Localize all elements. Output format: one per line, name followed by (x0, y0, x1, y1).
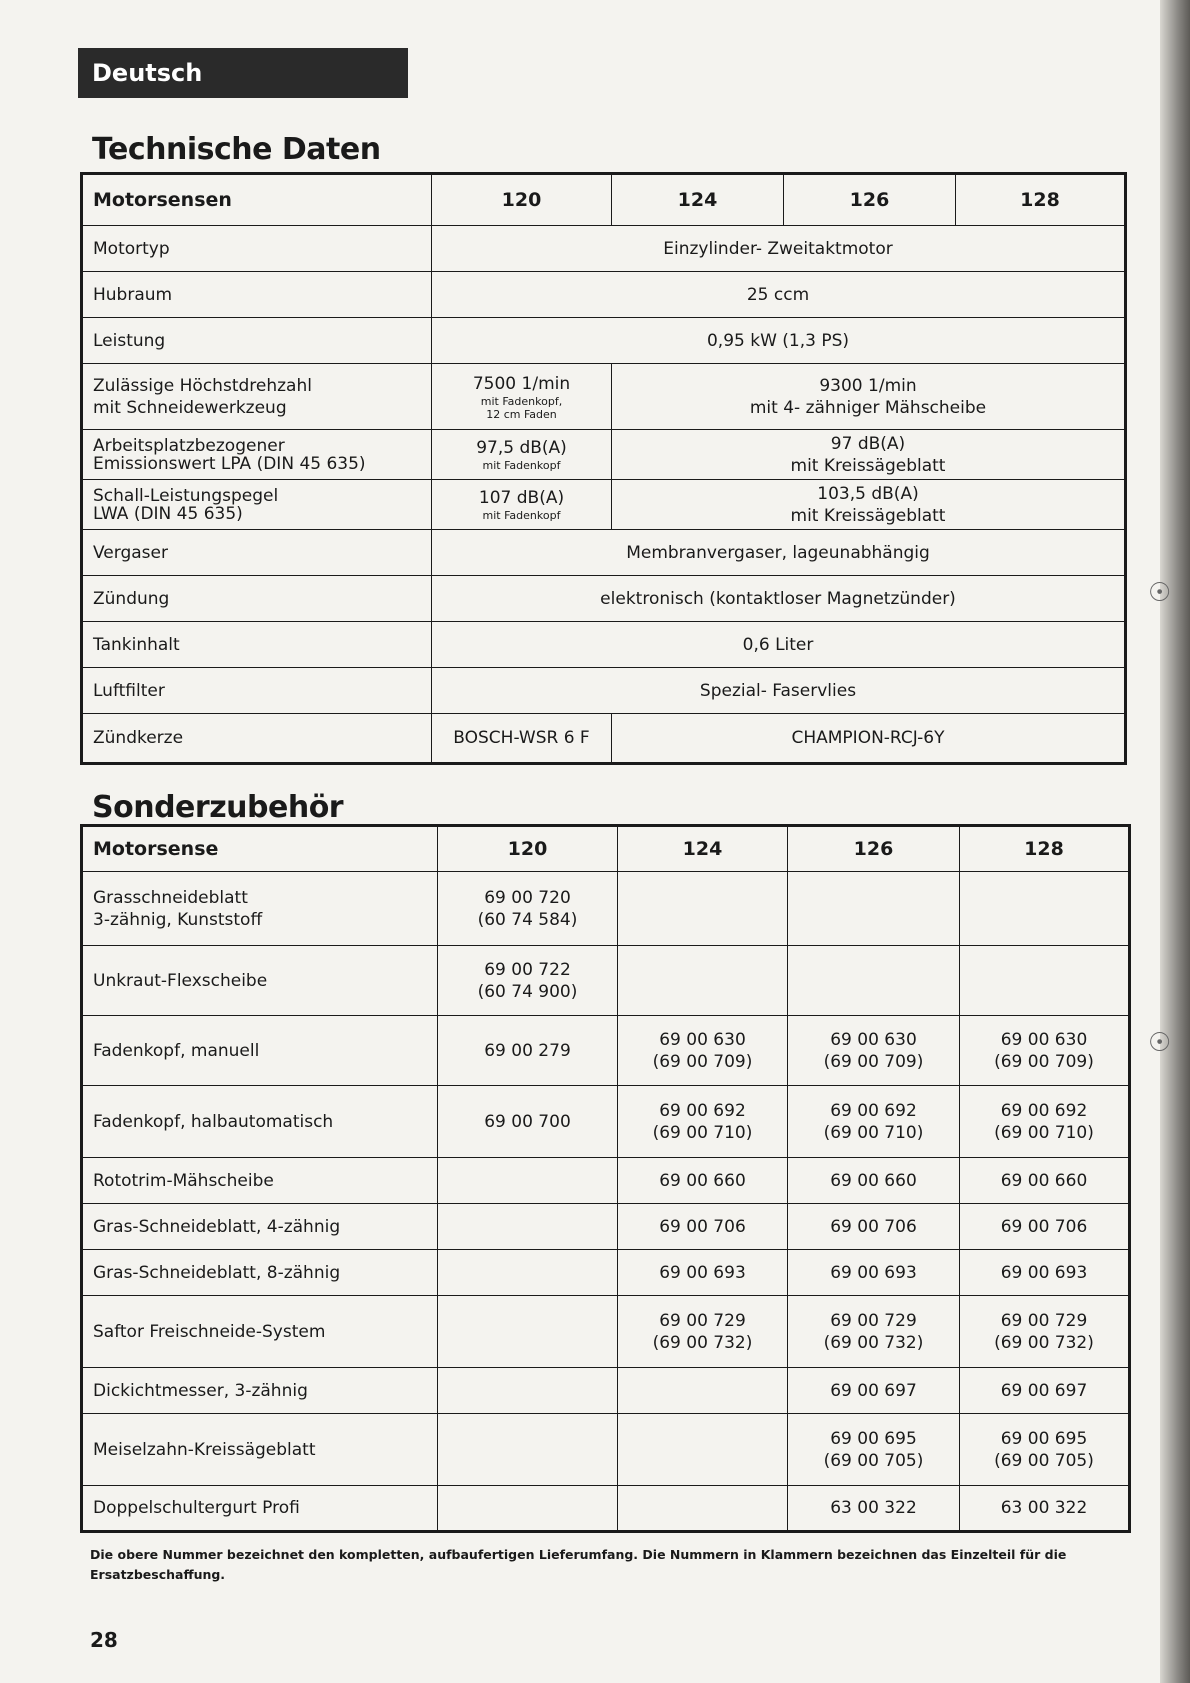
row-label (82, 1486, 438, 1532)
part-number: 69 00 722 (484, 959, 571, 980)
column-header-label: Motorsense (82, 826, 438, 872)
row-value: 25 ccm (432, 272, 1126, 318)
part-number-single: (60 74 900) (477, 981, 578, 1002)
row-label-line: Fadenkopf, halbautomatisch (93, 1111, 334, 1132)
row-label: Tankinhalt (82, 622, 432, 668)
column-header-model: 120 (438, 826, 618, 872)
part-number-cell (438, 1204, 618, 1250)
table-row (82, 1158, 1130, 1204)
part-number-single: (69 00 732) (823, 1332, 924, 1353)
part-number-cell (788, 1016, 960, 1086)
part-number: 69 00 729 (830, 1310, 917, 1331)
row-label (82, 1250, 438, 1296)
part-number-cell (438, 1016, 618, 1086)
part-number-single: (69 00 709) (652, 1051, 753, 1072)
row-value (432, 480, 612, 530)
row-label (82, 872, 438, 946)
part-number-cell (788, 1204, 960, 1250)
part-number: 69 00 706 (659, 1216, 746, 1237)
column-header-model: 128 (956, 174, 1126, 226)
row-label: Zündung (82, 576, 432, 622)
part-number-cell (788, 1296, 960, 1368)
column-header-model: 128 (960, 826, 1130, 872)
row-label-line: mit Schneidewerkzeug (93, 397, 287, 418)
row-label: Leistung (82, 318, 432, 364)
table-row (82, 364, 1126, 430)
row-label-line: Emissionswert LPA (DIN 45 635) (93, 453, 366, 474)
value-note: mit 4- zähniger Mähscheibe (749, 397, 987, 418)
table-row (82, 530, 1126, 576)
row-label (82, 1368, 438, 1414)
value-text: 103,5 dB(A) (817, 483, 919, 504)
value-text: 107 dB(A) (478, 488, 565, 508)
table-row (82, 1414, 1130, 1486)
part-number-cell (438, 1414, 618, 1486)
part-number: 69 00 693 (830, 1262, 917, 1283)
part-number: 69 00 692 (1000, 1100, 1088, 1121)
part-number: 69 00 706 (830, 1216, 917, 1237)
language-banner: Deutsch (78, 48, 408, 98)
binder-hole-icon: ☉ (1148, 578, 1172, 608)
part-number-cell (788, 1158, 960, 1204)
table-row (82, 1086, 1130, 1158)
table-row (82, 946, 1130, 1016)
table-row (82, 872, 1130, 946)
row-label-line: LWA (DIN 45 635) (93, 503, 243, 524)
row-label (82, 364, 432, 430)
part-number-cell (618, 946, 788, 1016)
part-number-cell (960, 1158, 1130, 1204)
table-row (82, 1368, 1130, 1414)
part-number-cell (788, 1368, 960, 1414)
row-value: CHAMPION-RCJ-6Y (612, 714, 1126, 764)
row-label-line: 3-zähnig, Kunststoff (93, 909, 263, 930)
part-number: 63 00 322 (1000, 1498, 1088, 1518)
row-value (612, 430, 1126, 480)
value-note: 12 cm Faden (486, 407, 557, 421)
row-value (432, 430, 612, 480)
value-note: mit Kreissägeblatt (790, 505, 946, 526)
part-number: 69 00 695 (830, 1428, 917, 1449)
column-header-label: Motorsensen (82, 174, 432, 226)
row-label (82, 1414, 438, 1486)
value-text: 97,5 dB(A) (476, 438, 567, 458)
part-number-cell (618, 1368, 788, 1414)
table-row (82, 1016, 1130, 1086)
part-number: 69 00 697 (830, 1380, 917, 1401)
row-label-line: Meiselzahn-Kreissägeblatt (93, 1439, 316, 1460)
accessories-table (80, 824, 1131, 1533)
part-number-cell (960, 1368, 1130, 1414)
table-row (82, 272, 1126, 318)
row-label (82, 946, 438, 1016)
part-number-cell (618, 1414, 788, 1486)
table-row (82, 1204, 1130, 1250)
row-label-line: Schall-Leistungspegel (93, 485, 279, 506)
part-number: 69 00 729 (659, 1310, 746, 1331)
column-header-model: 124 (618, 826, 788, 872)
value-note: mit Fadenkopf, (480, 394, 563, 408)
row-label-line: Fadenkopf, manuell (93, 1040, 260, 1061)
part-number-single: (60 74 584) (477, 909, 578, 930)
binder-hole-icon: ☉ (1148, 1028, 1172, 1058)
part-number: 69 00 660 (1000, 1170, 1088, 1191)
table-row (82, 1296, 1130, 1368)
part-number-cell (618, 1486, 788, 1532)
part-number-cell (788, 1486, 960, 1532)
row-value: elektronisch (kontaktloser Magnetzünder) (432, 576, 1126, 622)
column-header-model: 126 (788, 826, 960, 872)
row-value: Einzylinder- Zweitaktmotor (432, 226, 1126, 272)
table-row (82, 668, 1126, 714)
part-number-single: (69 00 705) (994, 1450, 1094, 1471)
row-value: Membranvergaser, lageunabhängig (432, 530, 1126, 576)
part-number-cell (618, 1016, 788, 1086)
part-number: 69 00 660 (830, 1170, 917, 1191)
part-number-cell (618, 872, 788, 946)
part-number: 69 00 706 (1000, 1216, 1088, 1237)
table-row (82, 1486, 1130, 1532)
part-number-cell (618, 1204, 788, 1250)
part-number-cell (438, 872, 618, 946)
table-row (82, 1250, 1130, 1296)
part-number-cell (618, 1086, 788, 1158)
row-label (82, 1204, 438, 1250)
part-number: 63 00 322 (830, 1498, 917, 1518)
table-row (82, 622, 1126, 668)
part-number-cell (960, 1414, 1130, 1486)
part-number: 69 00 630 (659, 1029, 746, 1050)
row-label-line: Zulässige Höchstdrehzahl (93, 375, 312, 396)
row-label (82, 1016, 438, 1086)
part-number: 69 00 630 (1000, 1029, 1088, 1050)
table-row (82, 318, 1126, 364)
row-label-line: Unkraut-Flexscheibe (93, 970, 268, 991)
footnote: Die obere Nummer bezeichnet den kompletten, aufbaufertigen Lieferumfang. Die Nummern in Klammern bezeichnen das Einzelteil für die Ersatzbeschaffung. (90, 1547, 1067, 1582)
part-number-cell (438, 1158, 618, 1204)
part-number: 69 00 660 (659, 1170, 746, 1191)
part-number: 69 00 720 (484, 887, 571, 908)
part-number-cell (960, 1086, 1130, 1158)
part-number-cell (618, 1296, 788, 1368)
part-number-cell (960, 1016, 1130, 1086)
value-text: 97 dB(A) (830, 433, 906, 454)
row-value: Spezial- Faservlies (432, 668, 1126, 714)
part-number: 69 00 630 (830, 1029, 917, 1050)
accessories-title: Sonderzubehör (92, 790, 344, 825)
row-value: 0,95 kW (1,3 PS) (432, 318, 1126, 364)
table-row (82, 226, 1126, 272)
part-number-cell (960, 946, 1130, 1016)
row-value (612, 364, 1126, 430)
table-header-row (82, 174, 1126, 226)
row-value: BOSCH-WSR 6 F (432, 714, 612, 764)
part-number: 69 00 279 (484, 1040, 571, 1061)
part-number-cell (960, 872, 1130, 946)
part-number-single: (69 00 709) (994, 1051, 1094, 1072)
row-label: Motortyp (82, 226, 432, 272)
part-number-cell (788, 946, 960, 1016)
row-label-line: Dickichtmesser, 3-zähnig (93, 1380, 308, 1401)
part-number-cell (788, 1250, 960, 1296)
value-text: 7500 1/min (472, 373, 571, 394)
table-row (82, 576, 1126, 622)
part-number: 69 00 700 (484, 1111, 571, 1132)
part-number: 69 00 692 (659, 1100, 746, 1121)
value-text: 9300 1/min (819, 375, 917, 396)
row-label (82, 1296, 438, 1368)
column-header-model: 126 (784, 174, 956, 226)
row-label: Vergaser (82, 530, 432, 576)
table-row (82, 430, 1126, 480)
part-number: 69 00 693 (1000, 1262, 1088, 1283)
row-label-line: Rototrim-Mähscheibe (93, 1170, 274, 1191)
table-row (82, 480, 1126, 530)
part-number-single: (69 00 710) (823, 1122, 924, 1143)
row-label-line: Gras-Schneideblatt, 4-zähnig (93, 1216, 341, 1237)
part-number-single: (69 00 732) (994, 1332, 1094, 1353)
value-note: mit Fadenkopf (482, 459, 561, 472)
page-number: 28 (90, 1628, 118, 1652)
part-number-single: (69 00 710) (652, 1122, 753, 1143)
part-number-cell (618, 1158, 788, 1204)
part-number: 69 00 697 (1000, 1380, 1088, 1401)
part-number-cell (618, 1250, 788, 1296)
part-number-single: (69 00 710) (994, 1122, 1094, 1143)
part-number-cell (788, 1086, 960, 1158)
row-label-line: Arbeitsplatzbezogener (93, 435, 285, 456)
row-value (612, 480, 1126, 530)
row-label-line: Doppelschultergurt Profi (93, 1498, 300, 1518)
part-number: 69 00 695 (1000, 1428, 1088, 1449)
page-edge-shadow (1160, 0, 1190, 1683)
part-number-cell (438, 1250, 618, 1296)
column-header-model: 120 (432, 174, 612, 226)
row-label: Zündkerze (82, 714, 432, 764)
column-header-model: 124 (612, 174, 784, 226)
part-number: 69 00 693 (659, 1262, 746, 1283)
table-header-row (82, 826, 1130, 872)
part-number-cell (438, 1086, 618, 1158)
row-value (432, 364, 612, 430)
row-label (82, 1086, 438, 1158)
part-number-single: (69 00 705) (823, 1450, 924, 1471)
part-number-cell (960, 1296, 1130, 1368)
part-number: 69 00 692 (830, 1100, 917, 1121)
value-note: mit Kreissägeblatt (790, 455, 946, 476)
row-label (82, 430, 432, 480)
part-number-single: (69 00 709) (823, 1051, 924, 1072)
part-number-cell (438, 946, 618, 1016)
part-number-cell (960, 1486, 1130, 1532)
part-number-cell (960, 1250, 1130, 1296)
row-label: Luftfilter (82, 668, 432, 714)
value-note: mit Fadenkopf (482, 509, 561, 522)
technical-data-table (80, 172, 1127, 765)
part-number-cell (438, 1296, 618, 1368)
row-label (82, 1158, 438, 1204)
technical-data-title: Technische Daten (92, 132, 381, 167)
part-number-cell (438, 1368, 618, 1414)
row-label-line: Saftor Freischneide-System (93, 1321, 326, 1342)
row-label: Hubraum (82, 272, 432, 318)
row-label-line: Gras-Schneideblatt, 8-zähnig (93, 1262, 341, 1283)
part-number-cell (960, 1204, 1130, 1250)
row-label (82, 480, 432, 530)
part-number-cell (788, 1414, 960, 1486)
row-value: 0,6 Liter (432, 622, 1126, 668)
row-label-line: Grasschneideblatt (93, 887, 248, 908)
part-number: 69 00 729 (1000, 1310, 1088, 1331)
part-number-cell (788, 872, 960, 946)
part-number-single: (69 00 732) (652, 1332, 753, 1353)
table-row (82, 714, 1126, 764)
part-number-cell (438, 1486, 618, 1532)
